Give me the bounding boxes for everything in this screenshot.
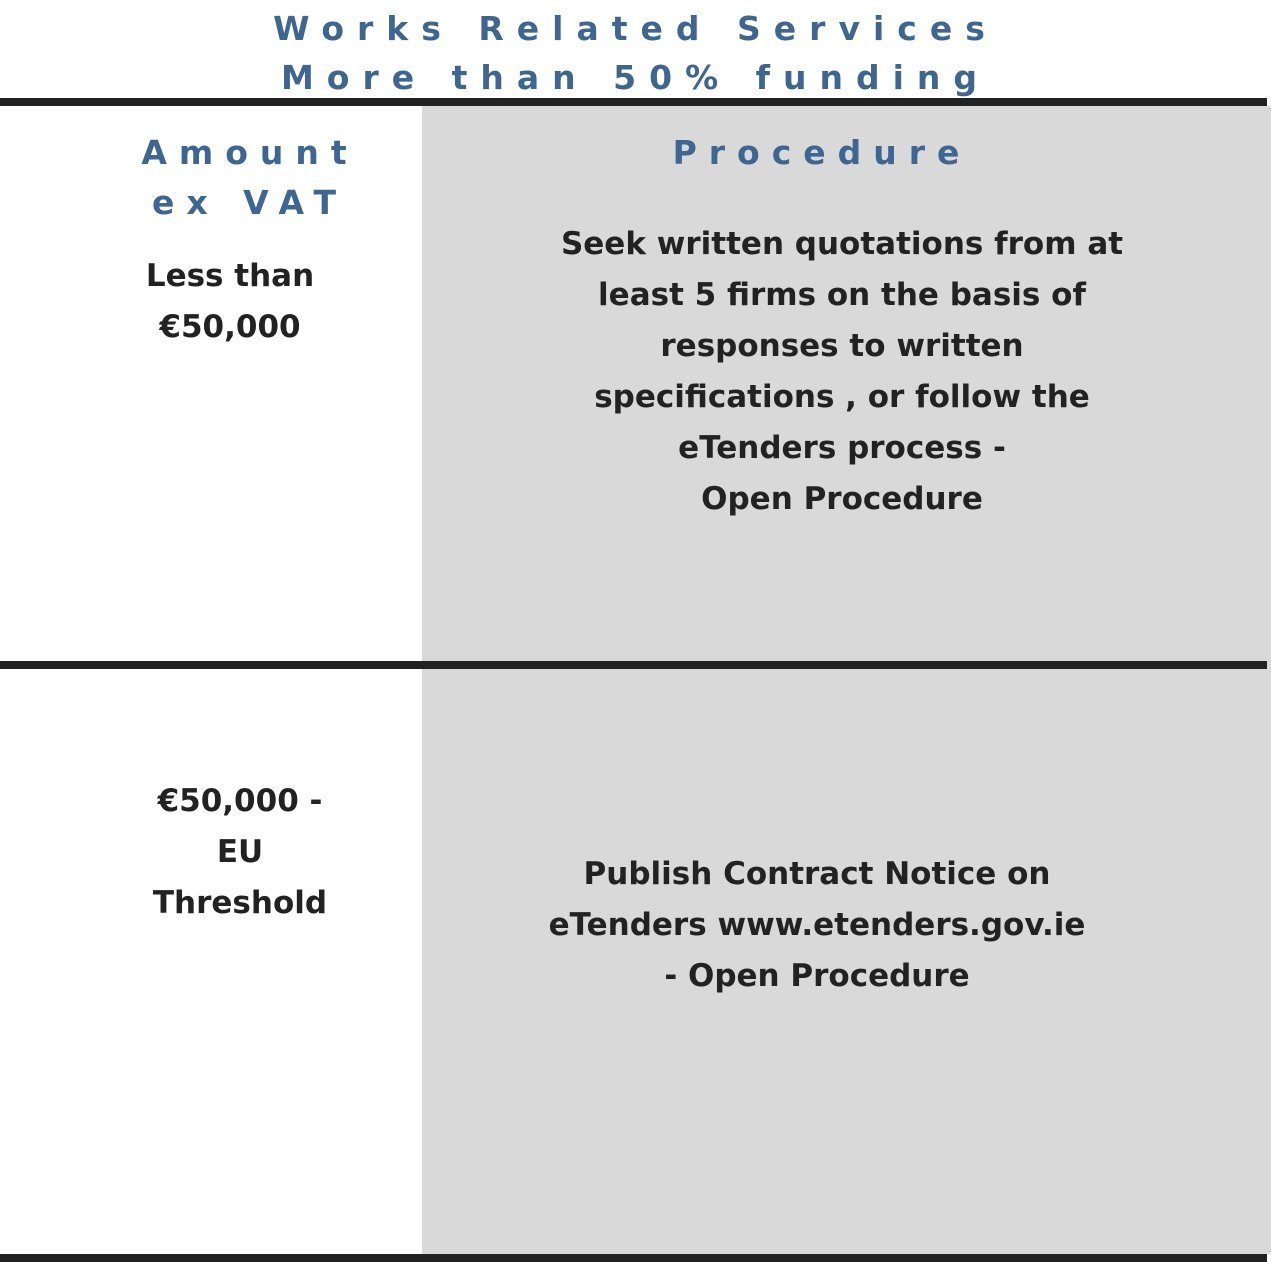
amount-line: Less than xyxy=(145,258,315,294)
procedure-line: responses to written xyxy=(660,328,1024,364)
amount-header-line-2: ex VAT xyxy=(152,183,348,222)
row-divider xyxy=(0,661,1267,669)
row-1-procedure xyxy=(422,219,1262,525)
procedure-line: Open Procedure xyxy=(701,481,983,517)
title-line-1: Works Related Services xyxy=(273,9,998,48)
row-2-amount xyxy=(40,776,440,929)
title-line-2: More than 50% funding xyxy=(280,58,991,97)
bottom-divider xyxy=(0,1254,1267,1262)
procedure-line: eTenders www.etenders.gov.ie xyxy=(548,907,1086,943)
row-1-amount xyxy=(30,251,430,353)
procedure-line: Publish Contract Notice on xyxy=(583,856,1051,892)
procedure-line: eTenders process - xyxy=(678,430,1006,466)
amount-header-line-1: Amount xyxy=(141,133,359,172)
procedure-line: Seek written quotations from at xyxy=(560,226,1124,262)
amount-line: Threshold xyxy=(152,885,328,921)
procedure-line: least 5 firms on the basis of xyxy=(598,277,1086,313)
page-title xyxy=(0,4,1271,102)
procedure-header: Procedure xyxy=(672,133,972,172)
row-2-procedure xyxy=(422,849,1212,1002)
amount-line: €50,000 - xyxy=(157,783,323,819)
amount-header xyxy=(40,128,460,228)
amount-line: EU xyxy=(216,834,264,870)
top-divider xyxy=(0,98,1267,106)
procedure-line: specifications , or follow the xyxy=(594,379,1090,415)
amount-line: €50,000 xyxy=(159,309,301,345)
procedure-line: - Open Procedure xyxy=(664,958,970,994)
